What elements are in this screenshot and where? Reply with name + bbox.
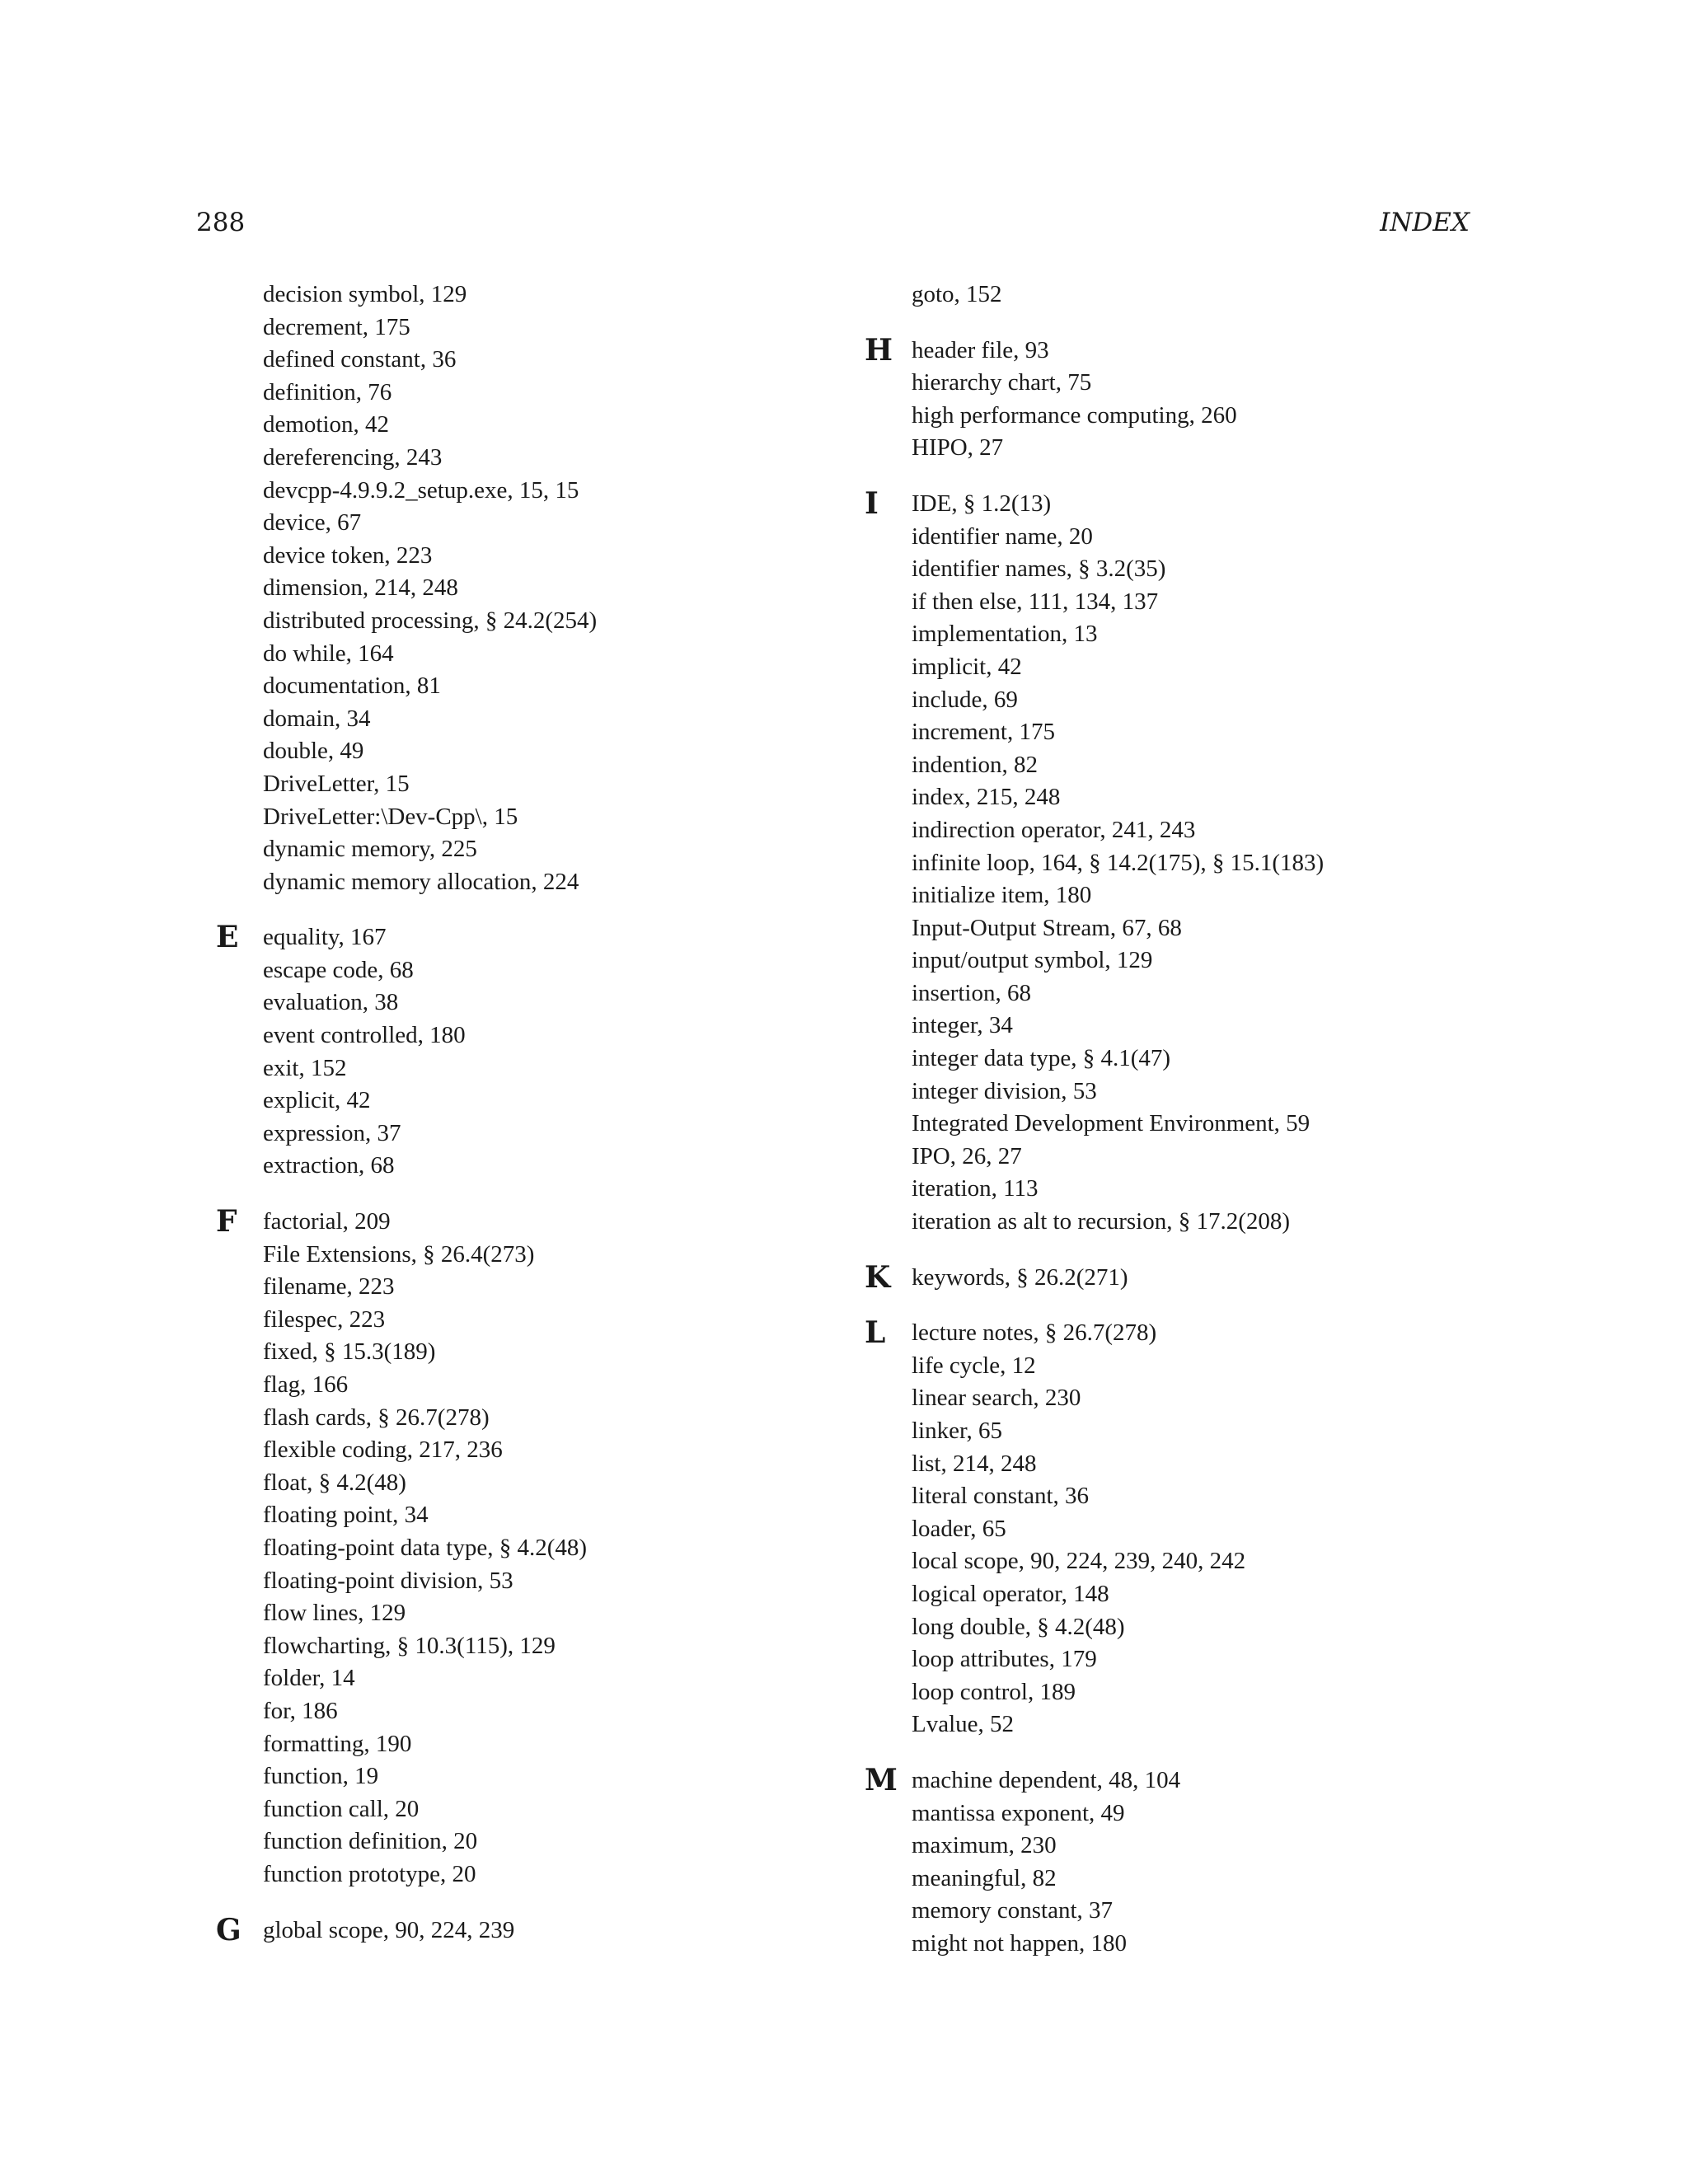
index-entry-list bbox=[263, 921, 859, 1183]
index-entry: identifier name, 20 bbox=[912, 523, 1093, 550]
index-entry: meaningful, 82 bbox=[912, 1864, 1057, 1891]
index-entry: DriveLetter, 15 bbox=[263, 770, 410, 797]
index-entry: implicit, 42 bbox=[912, 653, 1022, 680]
index-entry: float, § 4.2(48) bbox=[263, 1469, 406, 1496]
index-letter-group bbox=[865, 485, 1507, 1239]
index-entry: integer data type, § 4.1(47) bbox=[912, 1045, 1171, 1072]
index-entry: DriveLetter:\Dev-Cpp\, 15 bbox=[263, 803, 518, 830]
index-entry: loader, 65 bbox=[912, 1515, 1006, 1542]
index-entry: flow lines, 129 bbox=[263, 1600, 406, 1627]
index-entry: exit, 152 bbox=[263, 1054, 347, 1081]
index-entry: iteration as alt to recursion, § 17.2(208) bbox=[912, 1208, 1291, 1235]
index-entry: distributed processing, § 24.2(254) bbox=[263, 607, 598, 634]
index-entry: dynamic memory, 225 bbox=[263, 836, 477, 863]
index-entry: mantissa exponent, 49 bbox=[912, 1799, 1125, 1826]
index-entry-list bbox=[263, 1206, 859, 1891]
index-entry: function call, 20 bbox=[263, 1795, 420, 1822]
index-entry: explicit, 42 bbox=[263, 1087, 371, 1114]
index-entry: IPO, 26, 27 bbox=[912, 1142, 1022, 1169]
index-entry-list bbox=[912, 279, 1507, 312]
index-entry: filename, 223 bbox=[263, 1273, 395, 1301]
index-entry: flag, 166 bbox=[263, 1371, 349, 1398]
section-letter: H bbox=[865, 332, 893, 368]
index-entry: devcpp-4.9.9.2_setup.exe, 15, 15 bbox=[263, 476, 579, 504]
index-entry: input/output symbol, 129 bbox=[912, 947, 1153, 974]
index-entry: decrement, 175 bbox=[263, 313, 410, 340]
index-entry: implementation, 13 bbox=[912, 621, 1098, 648]
index-entry: index, 215, 248 bbox=[912, 784, 1061, 811]
section-letter: M bbox=[865, 1762, 898, 1797]
index-entry: floating-point data type, § 4.2(48) bbox=[263, 1534, 588, 1561]
index-entry: folder, 14 bbox=[263, 1665, 355, 1692]
index-entry: initialize item, 180 bbox=[912, 882, 1092, 909]
index-entry: literal constant, 36 bbox=[912, 1483, 1090, 1510]
index-entry: do while, 164 bbox=[263, 640, 394, 667]
index-entry: dimension, 214, 248 bbox=[263, 574, 458, 602]
index-entry: flash cards, § 26.7(278) bbox=[263, 1404, 490, 1431]
index-entry: header file, 93 bbox=[912, 336, 1049, 363]
index-entry: dynamic memory allocation, 224 bbox=[263, 868, 579, 895]
index-entry: increment, 175 bbox=[912, 719, 1055, 746]
index-letter-group bbox=[216, 921, 859, 1183]
index-column-left bbox=[216, 279, 859, 1970]
index-entry: memory constant, 37 bbox=[912, 1897, 1114, 1924]
index-entry-list bbox=[263, 279, 859, 898]
index-entry: local scope, 90, 224, 239, 240, 242 bbox=[912, 1548, 1246, 1575]
index-letter-group bbox=[216, 279, 859, 898]
index-entry: loop control, 189 bbox=[912, 1678, 1076, 1705]
index-entry: Integrated Development Environment, 59 bbox=[912, 1110, 1311, 1137]
index-entry-list bbox=[263, 1915, 859, 1947]
index-entry: identifier names, § 3.2(35) bbox=[912, 555, 1166, 583]
index-entry: global scope, 90, 224, 239 bbox=[263, 1916, 515, 1943]
section-letter: E bbox=[216, 920, 239, 955]
index-entry-list bbox=[912, 335, 1507, 465]
index-entry: definition, 76 bbox=[263, 378, 392, 405]
index-entry: defined constant, 36 bbox=[263, 346, 457, 373]
index-entry: escape code, 68 bbox=[263, 956, 414, 983]
index-entry: iteration, 113 bbox=[912, 1175, 1039, 1202]
index-letter-group bbox=[865, 279, 1507, 312]
index-entry: filespec, 223 bbox=[263, 1305, 386, 1333]
index-entry: list, 214, 248 bbox=[912, 1450, 1037, 1477]
section-letter: F bbox=[216, 1204, 237, 1240]
index-entry: device token, 223 bbox=[263, 541, 433, 569]
index-entry: keywords, § 26.2(271) bbox=[912, 1263, 1128, 1291]
index-entry: include, 69 bbox=[912, 686, 1018, 713]
index-entry: goto, 152 bbox=[912, 281, 1002, 307]
index-entry: flexible coding, 217, 236 bbox=[263, 1436, 503, 1464]
index-entry: integer, 34 bbox=[912, 1012, 1013, 1039]
index-entry: documentation, 81 bbox=[263, 673, 441, 700]
index-entry: evaluation, 38 bbox=[263, 989, 399, 1016]
index-entry: event controlled, 180 bbox=[263, 1022, 466, 1049]
index-entry: insertion, 68 bbox=[912, 979, 1031, 1006]
section-letter: L bbox=[865, 1315, 886, 1351]
index-entry: domain, 34 bbox=[263, 705, 371, 732]
index-entry: fixed, § 15.3(189) bbox=[263, 1338, 436, 1366]
index-letter-group bbox=[865, 1259, 1507, 1295]
index-entry: device, 67 bbox=[263, 509, 362, 537]
index-entry: for, 186 bbox=[263, 1697, 338, 1724]
index-entry: flowcharting, § 10.3(115), 129 bbox=[263, 1632, 556, 1659]
index-entry: high performance computing, 260 bbox=[912, 401, 1237, 429]
index-entry: long double, § 4.2(48) bbox=[912, 1613, 1125, 1640]
index-entry: floating-point division, 53 bbox=[263, 1567, 513, 1594]
index-entry: life cycle, 12 bbox=[912, 1352, 1036, 1379]
index-entry-list bbox=[912, 488, 1507, 1239]
section-letter: K bbox=[865, 1259, 891, 1295]
section-letter: I bbox=[865, 485, 879, 521]
index-entry: maximum, 230 bbox=[912, 1832, 1057, 1859]
index-entry: equality, 167 bbox=[263, 924, 387, 951]
index-entry: if then else, 111, 134, 137 bbox=[912, 588, 1159, 615]
index-entry: HIPO, 27 bbox=[912, 434, 1004, 462]
index-entry: Lvalue, 52 bbox=[912, 1711, 1015, 1738]
index-entry: function, 19 bbox=[263, 1763, 379, 1790]
index-entry: integer division, 53 bbox=[912, 1077, 1097, 1104]
index-entry: infinite loop, 164, § 14.2(175), § 15.1(183) bbox=[912, 849, 1325, 876]
index-letter-group bbox=[865, 332, 1507, 465]
index-entry: hierarchy chart, 75 bbox=[912, 369, 1092, 396]
index-entry: machine dependent, 48, 104 bbox=[912, 1766, 1181, 1793]
index-entry: Input-Output Stream, 67, 68 bbox=[912, 914, 1182, 941]
index-entry-list bbox=[912, 1765, 1507, 1961]
index-entry: decision symbol, 129 bbox=[263, 281, 467, 307]
index-letter-group bbox=[216, 1206, 859, 1891]
index-entry: indirection operator, 241, 243 bbox=[912, 816, 1196, 843]
index-entry: linear search, 230 bbox=[912, 1385, 1081, 1412]
index-entry-list bbox=[912, 1317, 1507, 1741]
index-entry: floating point, 34 bbox=[263, 1502, 429, 1529]
index-entry: loop attributes, 179 bbox=[912, 1646, 1097, 1673]
index-letter-group bbox=[865, 1317, 1507, 1741]
index-entry: function prototype, 20 bbox=[263, 1860, 476, 1887]
index-column-right bbox=[865, 279, 1507, 1984]
index-entry: IDE, § 1.2(13) bbox=[912, 490, 1052, 517]
index-entry: File Extensions, § 26.4(273) bbox=[263, 1240, 535, 1268]
index-entry: indention, 82 bbox=[912, 751, 1039, 778]
index-entry: function definition, 20 bbox=[263, 1828, 478, 1855]
index-letter-group bbox=[865, 1762, 1507, 1961]
index-letter-group bbox=[216, 1912, 859, 1947]
index-entry-list bbox=[912, 1262, 1507, 1295]
index-entry: extraction, 68 bbox=[263, 1152, 395, 1179]
index-entry: formatting, 190 bbox=[263, 1730, 412, 1757]
index-entry: lecture notes, § 26.7(278) bbox=[912, 1319, 1157, 1347]
index-entry: logical operator, 148 bbox=[912, 1580, 1109, 1607]
index-entry: expression, 37 bbox=[263, 1119, 401, 1146]
page-number: 288 bbox=[196, 208, 246, 237]
index-entry: factorial, 209 bbox=[263, 1208, 391, 1235]
index-entry: might not happen, 180 bbox=[912, 1929, 1127, 1957]
section-letter: G bbox=[216, 1912, 241, 1947]
index-entry: demotion, 42 bbox=[263, 411, 390, 438]
index-entry: dereferencing, 243 bbox=[263, 443, 443, 471]
index-entry: double, 49 bbox=[263, 738, 364, 765]
index-entry: linker, 65 bbox=[912, 1418, 1002, 1444]
running-title: INDEX bbox=[1380, 208, 1470, 237]
